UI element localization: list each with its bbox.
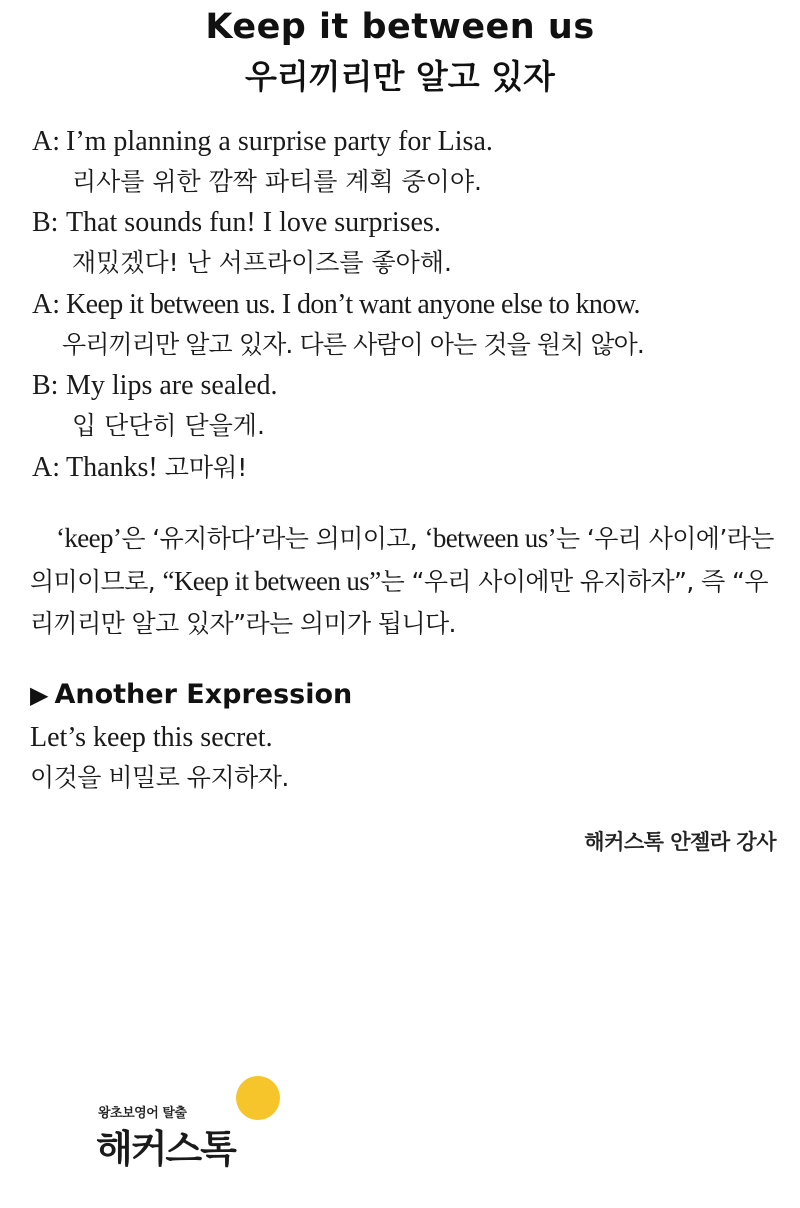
another-expression-korean: 이것을 비밀로 유지하자. [30,763,289,793]
another-expression-heading [0,679,800,710]
dialogue-line-english [32,447,782,489]
dialogue-list [0,121,800,489]
another-expression-heading-label: Another Expression [54,678,353,710]
speaker-label: B: [32,370,59,402]
brand-logo [96,1076,296,1172]
title-block [0,0,800,99]
another-expression-english: Let’s keep this secret. [30,721,273,753]
dialogue-english-text: That sounds fun! I love surprises. [66,207,441,239]
page-title-korean: 우리끼리만 알고 있자 [245,56,555,96]
explanation-keyword-between-us: ‘between us’ [424,522,556,553]
page-title-english: Keep it between us [205,7,595,47]
speaker-label: A: [32,451,60,483]
explanation-text-3: 는 “우리 사이에만 유지하자”, 즉 “우리끼리만 알고 있자”라는 의미가 됩니다. [30,567,768,639]
triangle-right-icon: ▶ [30,680,49,709]
dialogue-korean-text: 리사를 위한 깜짝 파티를 계획 중이야. [72,166,482,196]
dialogue-line-english [32,121,782,163]
dialogue-line-english [32,202,782,244]
dialogue-korean-text: 재밌겠다! 난 서프라이즈를 좋아해. [72,248,452,278]
speaker-label: A: [32,125,60,157]
speaker-label: A: [32,288,60,320]
speaker-label: B: [32,207,59,239]
dialogue-english-text: Thanks! [66,451,158,483]
instructor-credit: 해커스톡 안젤라 강사 [584,830,776,855]
logo-tagline: 왕초보영어 탈출 [98,1106,187,1121]
dialogue-english-text: My lips are sealed. [66,370,278,402]
dialogue-line-english [32,365,782,407]
logo-wordmark: 해커스톡 [96,1127,235,1171]
dialogue-turn [32,284,782,364]
circle-icon [236,1076,280,1120]
dialogue-korean-text: 입 단단히 닫을게. [72,411,265,441]
dialogue-turn [32,121,782,201]
logo-area [0,1068,800,1178]
dialogue-english-text: I’m planning a surprise party for Lisa. [66,125,493,157]
dialogue-turn [32,202,782,282]
dialogue-english-text: Keep it between us. I don’t want anyone else to know. [66,288,640,320]
explanation-keyword-phrase: “Keep it between us” [162,566,381,597]
dialogue-turn [32,365,782,445]
explanation-text-2: 는 ‘우리 사이에’라는 의미이므로, [30,523,774,597]
dialogue-line-english [32,284,782,326]
explanation-paragraph [0,517,800,645]
explanation-keyword-keep: ‘keep’ [56,522,122,553]
explanation-text-1: 은 ‘유지하다’라는 의미이고, [121,523,425,553]
dialogue-korean-text: 우리끼리만 알고 있자. 다른 사람이 아는 것을 원치 않아. [62,329,644,359]
dialogue-mixed-text [66,447,247,489]
dialogue-turn [32,447,782,489]
dialogue-korean-text: 고마워! [164,452,248,482]
